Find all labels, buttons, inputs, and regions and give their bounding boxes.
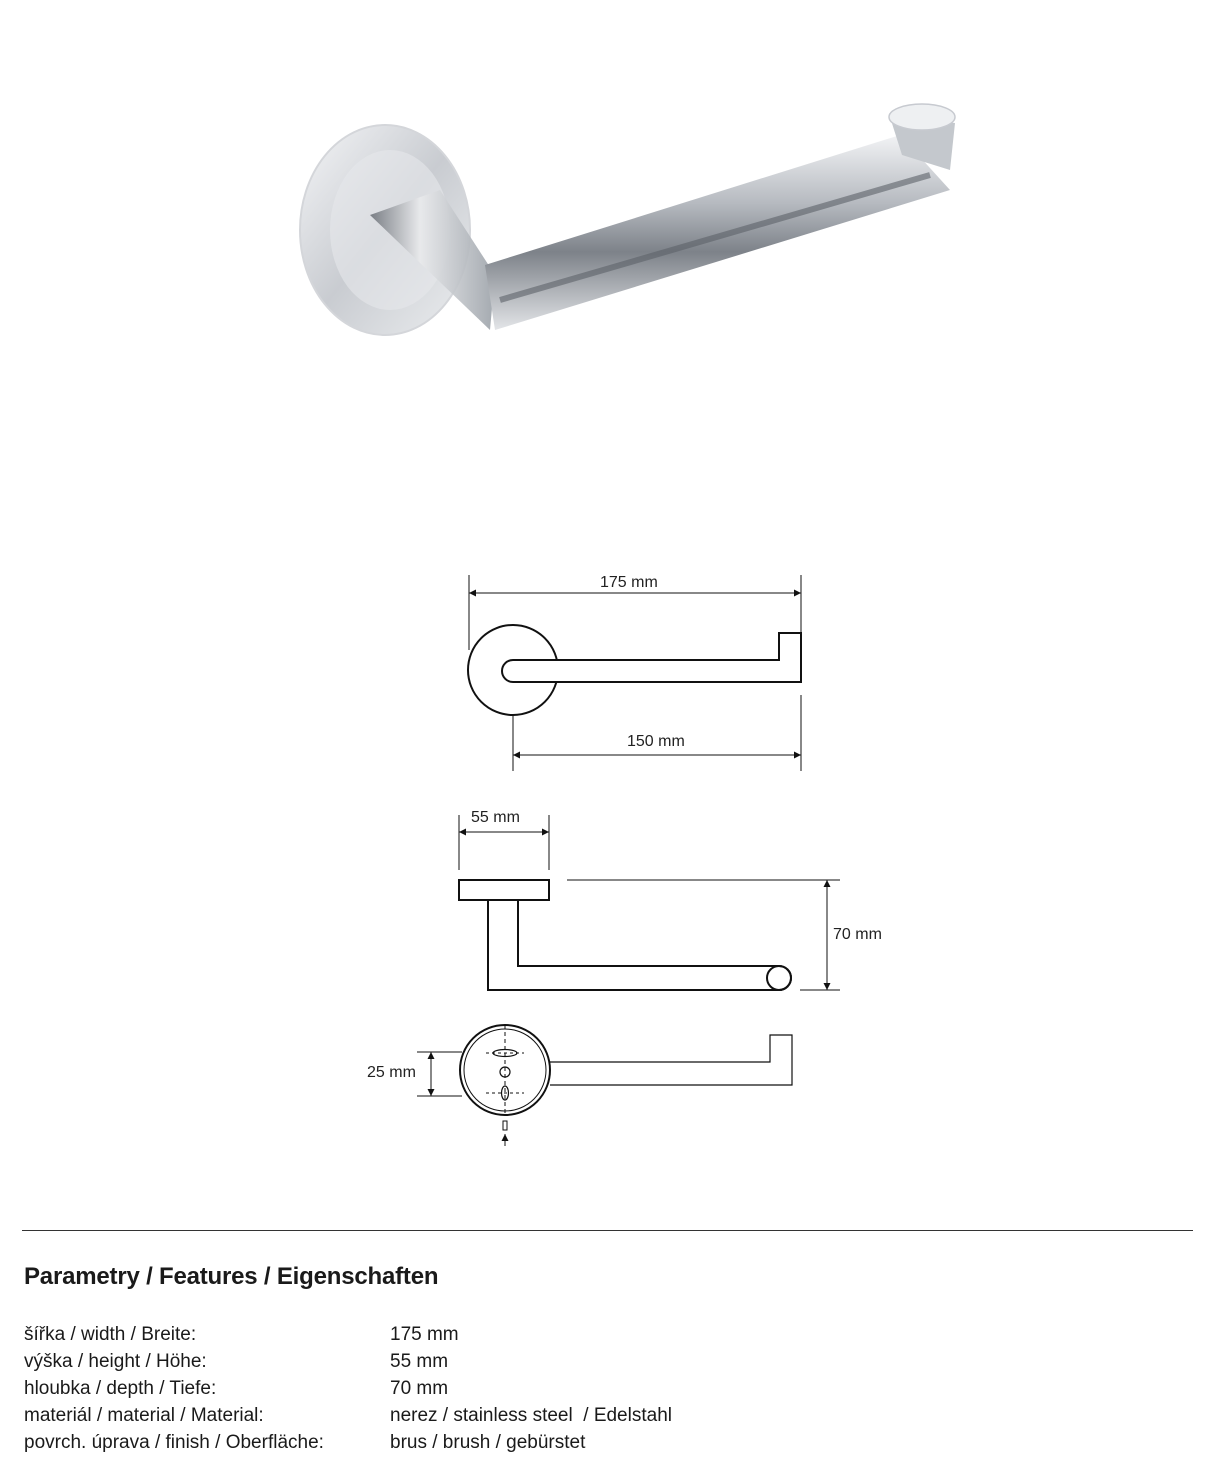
section-divider xyxy=(22,1230,1193,1231)
feature-label: povrch. úprava / finish / Oberfläche: xyxy=(24,1432,324,1453)
feature-label: šířka / width / Breite: xyxy=(24,1324,197,1345)
dimension-depth-label: 55 mm xyxy=(471,809,520,826)
feature-row-height xyxy=(24,1348,924,1375)
feature-label: hloubka / depth / Tiefe: xyxy=(24,1378,217,1399)
feature-label: výška / height / Höhe: xyxy=(24,1351,207,1372)
feature-value: 175 mm xyxy=(390,1324,459,1345)
feature-row-material xyxy=(24,1402,924,1429)
feature-row-depth xyxy=(24,1375,924,1402)
product-photo xyxy=(290,95,970,345)
feature-value: 55 mm xyxy=(390,1351,449,1372)
feature-value: nerez / stainless steel / Edelstahl xyxy=(390,1405,672,1426)
side-view xyxy=(459,815,840,990)
feature-value: brus / brush / gebürstet xyxy=(390,1432,586,1453)
feature-label: materiál / material / Material: xyxy=(24,1405,264,1426)
dimension-height-label: 70 mm xyxy=(833,926,882,943)
dimension-arm-label: 150 mm xyxy=(627,733,685,750)
features-title: Parametry / Features / Eigenschaften xyxy=(24,1263,439,1290)
feature-row-finish xyxy=(24,1429,924,1456)
feature-row-width xyxy=(24,1321,924,1348)
front-view xyxy=(417,1025,792,1146)
dimension-width-label: 175 mm xyxy=(600,574,658,591)
feature-value: 70 mm xyxy=(390,1378,449,1399)
dimension-plate-label: 25 mm xyxy=(367,1064,416,1081)
features-list xyxy=(24,1321,924,1456)
